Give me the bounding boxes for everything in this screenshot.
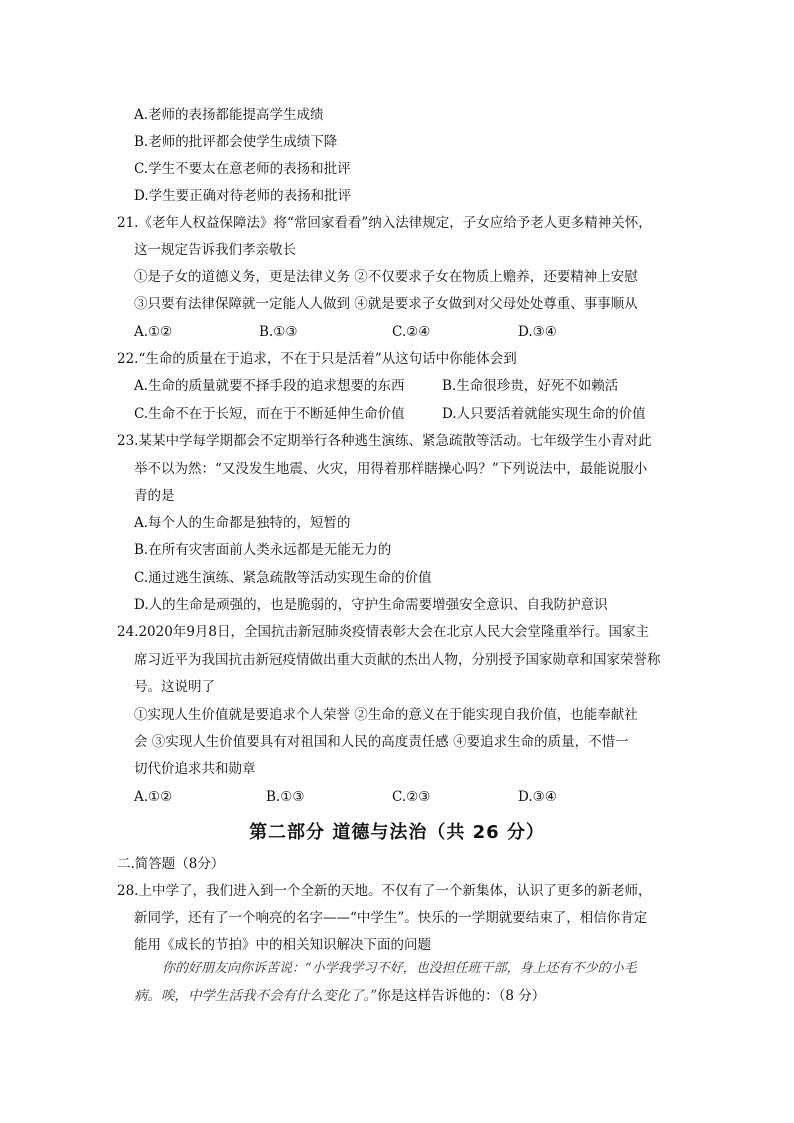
q22-option-d: D.人只要活着就能实现生命的价值: [442, 406, 646, 422]
q21-stem-line-2: 这一规定告诉我们孝亲敬长: [134, 242, 296, 258]
q24-option-c: C.②③: [392, 789, 431, 805]
q28-prompt-line-1: 你的好朋友向你诉苦说：“小学我学习不好，也没担任班干部，身上还有不少的小毛: [162, 961, 637, 976]
q23-option-b: B.在所有灾害面前人类永远都是无能无力的: [134, 542, 392, 558]
q28-prompt-quote-end: 病。唉，中学生活我不会有什么变化了。”: [134, 988, 378, 1004]
q24-stem-line-1: 24.2020年9月8日，全国抗击新冠肺炎疫情表彰大会在北京人民大会堂隆重举行。国家主: [117, 624, 650, 640]
q24-statement-3: 切代价追求共和勋章: [134, 761, 256, 777]
q28-answer-lead: 你是这样告诉他的：（8 分）: [377, 988, 546, 1004]
q22-option-a: A.生命的质量就要不择手段的追求想要的东西: [134, 378, 405, 394]
q28-stem-line-2: 新同学，还有了一个响亮的名字——“中学生”。快乐的一学期就要结束了，相信你肯定: [134, 910, 648, 926]
q23-stem-line-1: 23.某某中学每学期都会不定期举行各种逃生演练、紧急疏散等活动。七年级学生小青对此: [117, 433, 652, 449]
q21-statement-1: ①是子女的道德义务，更是法律义务 ②不仅要求子女在物质上赡养，还要精神上安慰: [134, 269, 638, 285]
q20-option-b: B.老师的批评都会使学生成绩下降: [134, 134, 338, 150]
q23-stem-line-3: 青的是: [134, 488, 175, 504]
part-two-title: 第二部分 道德与法治（共 26 分）: [249, 822, 545, 843]
q24-option-b: B.①③: [266, 789, 305, 805]
q23-option-c: C.通过逃生演练、紧急疏散等活动实现生命的价值: [134, 570, 432, 586]
q28-stem-line-3: 能用《成长的节拍》中的相关知识解决下面的问题: [134, 937, 431, 953]
q22-option-b: B.生命很珍贵，好死不如赖活: [442, 378, 619, 394]
q20-option-a: A.老师的表扬都能提高学生成绩: [134, 107, 324, 123]
q24-stem-line-3: 号。这说明了: [134, 679, 215, 695]
q28-stem-line-1: 28.上中学了，我们进入到一个全新的天地。不仅有了一个新集体，认识了更多的新老师，: [117, 883, 652, 899]
section-heading: 二.简答题（8分）: [117, 856, 225, 872]
q21-option-a: A.①②: [134, 324, 173, 340]
q21-option-b: B.①③: [259, 324, 298, 340]
q24-stem-line-2: 席习近平为我国抗击新冠疫情做出重大贡献的杰出人物，分别授予国家勋章和国家荣誉称: [134, 652, 661, 668]
q24-statement-2: 会 ③实现人生价值要具有对祖国和人民的高度责任感 ④要追求生命的质量，不惜一: [134, 734, 629, 750]
q22-option-c: C.生命不在于长短，而在于不断延伸生命价值: [134, 406, 405, 422]
q23-option-a: A.每个人的生命都是独特的，短暂的: [134, 515, 351, 531]
q20-option-d: D.学生要正确对待老师的表扬和批评: [134, 188, 352, 204]
q24-statement-1: ①实现人生价值就是要追求个人荣誉 ②生命的意义在于能实现自我价值，也能奉献社: [134, 707, 638, 723]
q23-option-d: D.人的生命是顽强的，也是脆弱的，守护生命需要增强安全意识、自我防护意识: [134, 597, 608, 613]
q21-stem-line-1: 21.《老年人权益保障法》将“常回家看看”纳入法律规定，子女应给予老人更多精神关怀，: [117, 215, 652, 231]
q22-stem: 22.“生命的质量在于追求，不在于只是活着”从这句话中你能体会到: [117, 351, 517, 367]
q20-option-c: C.学生不要太在意老师的表扬和批评: [134, 161, 351, 177]
q21-option-c: C.②④: [392, 324, 431, 340]
q21-option-d: D.③④: [518, 324, 557, 340]
q24-option-a: A.①②: [134, 789, 173, 805]
q24-option-d: D.③④: [518, 789, 557, 805]
q23-stem-line-2: 举不以为然：“又没发生地震、火灾，用得着那样瞎操心吗？”下列说法中，最能说服小: [134, 461, 648, 477]
q21-statement-2: ③只要有法律保障就一定能人人做到 ④就是要求子女做到对父母处处尊重、事事顺从: [134, 296, 638, 312]
q28-prompt-line-2: [134, 987, 545, 1005]
